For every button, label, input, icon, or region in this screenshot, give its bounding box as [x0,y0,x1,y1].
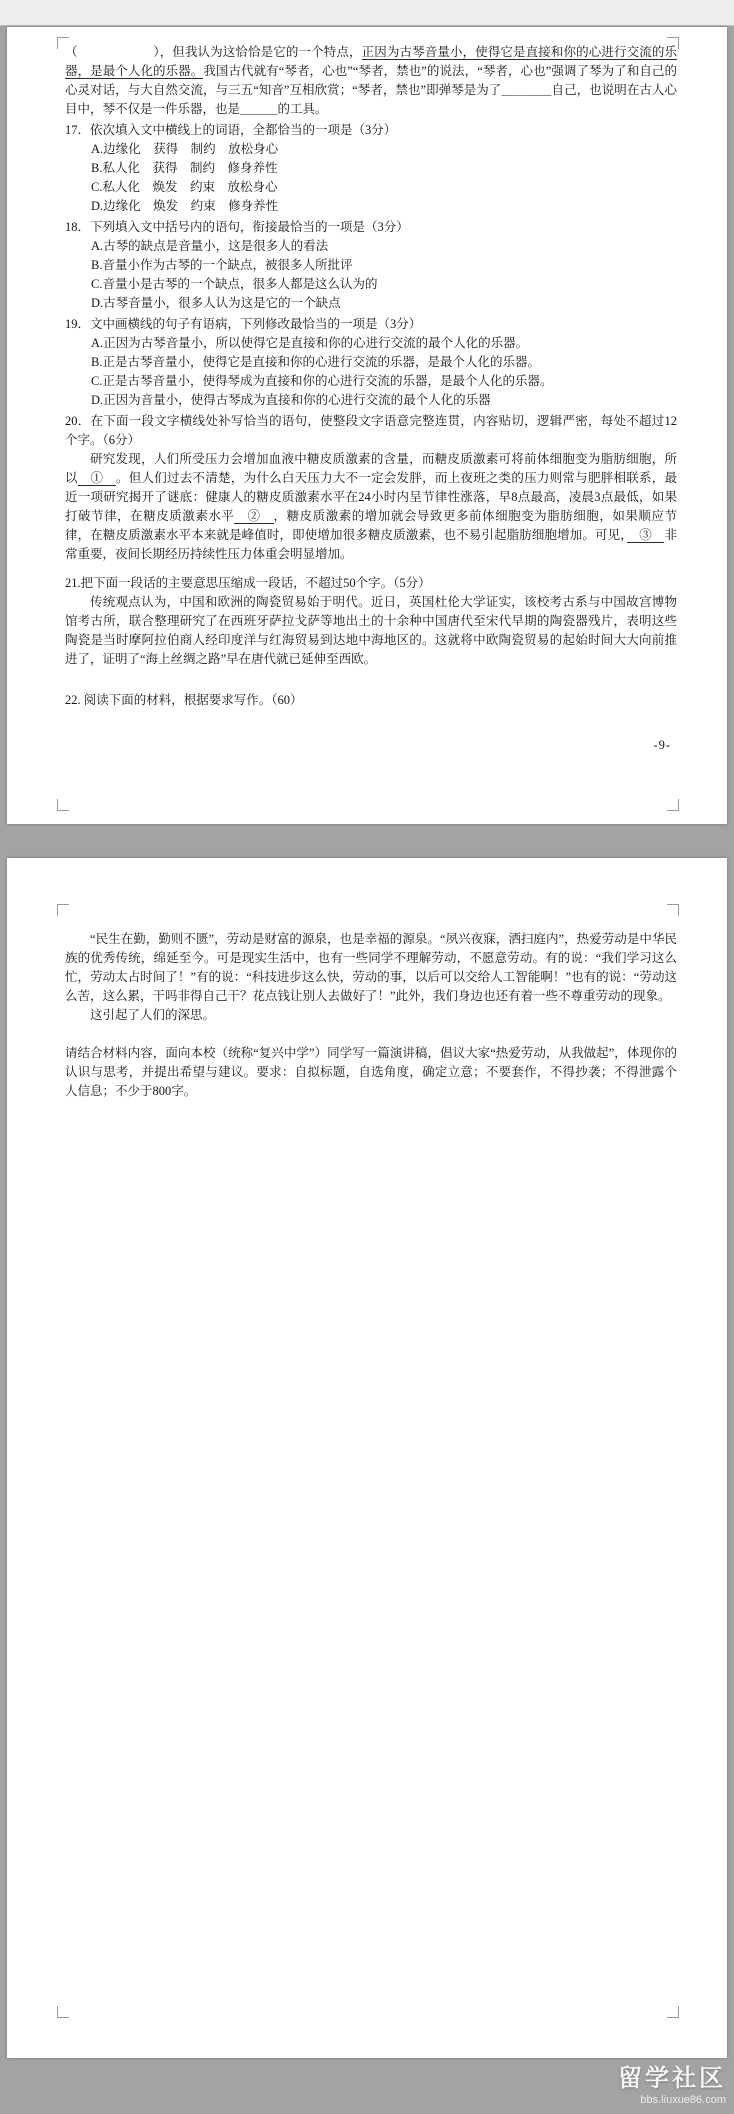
page-1-content [65,43,677,755]
q20-seg4: 非常重要，夜间长期经历持续性压力体重会明显增加。 [65,528,677,561]
intro-blank-1: ＿＿＿＿ [501,83,552,97]
question-18 [65,218,677,313]
question-19-option-b: B.正是古琴音量小，使得它是直接和你的心进行交流的乐器，是最个人化的乐器。 [91,355,540,369]
text-boundary-mark-bottom-left [57,799,69,811]
question-19-option-d: D.正因为音量小，使得古琴成为直接和你的心进行交流的最个人化的乐器 [91,393,491,407]
watermark-url: bbs.liuxue86.com [640,2094,726,2106]
question-19-option-a: A.正因为古琴音量小，所以使得它是直接和你的心进行交流的最个人化的乐器。 [91,336,529,350]
question-21 [65,574,677,669]
question-20 [65,412,677,564]
question-18-option-a: A.古琴的缺点是音量小，这是很多人的看法 [91,239,329,253]
question-18-option-b: B.音量小作为古琴的一个缺点，被很多人所批评 [91,258,353,272]
question-22-stem: 22. 阅读下面的材料，根据要求写作。（60） [65,693,303,707]
text-boundary-mark-bottom-right [667,799,679,811]
page-top-edge [0,0,734,26]
question-20-stem: 20．在下面一段文字横线处补写恰当的语句，使整段文字语意完整连贯，内容贴切，逻辑严密，每处不超过12个字。（6分） [65,414,677,447]
intro-seg3: 自己，也说明在古人心目中，琴不仅是一件乐器，也是 [65,83,677,116]
page-2-content [65,930,677,1101]
question-18-option-d: D.古琴音量小，很多人认为这是它的一个缺点 [91,296,341,310]
question-17-option-d: D.边缘化 焕发 约束 修身养性 [91,199,279,213]
essay-material-paragraph-1: “民生在勤，勤则不匮”，劳动是财富的源泉，也是幸福的源泉。“夙兴夜寐，洒扫庭内”，热爱劳动是中华民族的优秀传统，绵延至今。可是现实生活中，也有一些同学不理解劳动，不愿意劳动。有的说：“我们学习这么忙，劳动太占时间了！”有的说：“科技进步这么快，劳动的事，以后可以交给人工智能啊！”也有的说：“劳动这么苦，这么累，干吗非得自己干？花点钱让别人去做好了！”此外，我们身边也还有着一些不尊重劳动的现象。 [65,932,677,1003]
question-18-stem: 18．下列填入文中括号内的语句，衔接最恰当的一项是（3分） [65,220,409,234]
q20-blank-3: ③ [626,528,665,542]
intro-seg2: 我国古代就有“琴者，心也”“琴者，禁也”的说法，“琴者，心也”强调了琴为了和自己的心灵对话，与大自然交流，与三五“知音”互相欣赏；“琴者，禁也”即弹琴是为了 [65,64,677,97]
q20-blank-1: ① [77,471,117,485]
question-17-option-b: B.私人化 获得 制约 修身养性 [91,161,278,175]
text-boundary-mark-bottom-left [57,2006,69,2018]
intro-blank-2: ＿＿＿ [240,102,278,116]
question-18-option-c: C.音量小是古琴的一个缺点，很多人都是这么认为的 [91,277,378,291]
question-19-stem: 19．文中画横线的句子有语病，下列修改最恰当的一项是（3分） [65,317,422,331]
question-17 [65,121,677,216]
q20-seg2: 。但人们过去不清楚，为什么白天压力大不一定会发胖，而上夜班之类的压力则常与肥胖相联系，最近一项研究揭开了谜底：健康人的糖皮质激素水平在24小时内呈节律性涨落，早8点最高，凌晨3点最低，如果打破节律，在糖皮质激素水平 [65,471,677,523]
question-19-option-c: C.正是古琴音量小，使得琴成为直接和你的心进行交流的乐器，是最个人化的乐器。 [91,374,553,388]
text-boundary-mark-top-right [667,904,679,916]
question-21-passage: 传统观点认为，中国和欧洲的陶瓷贸易始于明代。近日，英国杜伦大学证实，该校考古系与中国故宫博物馆考古所，联合整理研究了在西班牙萨拉戈萨等地出土的十余种中国唐代至宋代早期的陶瓷器残片，表明这些陶瓷是当时摩阿拉伯商人经印度洋与红海贸易到达地中海地区的。这就将中欧陶瓷贸易的起始时间大大向前推进了，证明了“海上丝绸之路”早在唐代就已延伸至西欧。 [65,595,677,666]
essay-requirements-paragraph: 请结合材料内容，面向本校（统称“复兴中学”）同学写一篇演讲稿，倡议大家“热爱劳动，从我做起”，体现你的认识与思考，并提出希望与建议。要求：自拟标题，自选角度，确定立意；不要套作，不得抄袭；不得泄露个人信息；不少于800字。 [65,1046,677,1098]
question-17-option-c: C.私人化 焕发 约束 放松身心 [91,180,278,194]
intro-seg4: 的工具。 [277,102,328,116]
question-17-stem: 17．依次填入文中横线上的词语，全都恰当的一项是（3分） [65,123,397,137]
q20-seg1: 研究发现，人们所受压力会增加血液中糖皮质激素的含量，而糖皮质激素可将前体细胞变为脂肪细胞，所以 [65,452,677,485]
question-19 [65,315,677,410]
question-21-stem: 21.把下面一段话的主要意思压缩成一段话，不超过50个字。（5分） [65,576,431,590]
intro-underlined-sentence: 正因为古琴音量小，使得它是直接和你的心进行交流的乐器，是最个人化的乐器。 [65,45,677,78]
watermark-logo-text: 留学社区 [618,2065,726,2092]
exam-page-1 [7,27,727,824]
question-17-option-a: A.边缘化 获得 制约 放松身心 [91,142,279,156]
page-number: -9- [653,738,671,752]
question-20-passage [65,450,677,564]
essay-material-paragraph-2: 这引起了人们的深思。 [90,1008,216,1022]
exam-page-2 [7,858,727,2058]
intro-seg1: （ ），但我认为这恰恰是它的一个特点， [65,45,362,59]
text-boundary-mark-bottom-right [667,2006,679,2018]
q20-seg3: ，糖皮质激素的增加就会导致更多前体细胞变为脂肪细胞，如果顺应节律，在糖皮质激素水平本来就是峰值时，即使增加很多糖皮质激素，也不易引起脂肪细胞增加。可见， [65,509,677,542]
q20-blank-2: ② [234,509,274,523]
site-watermark [618,2058,726,2106]
intro-paragraph [65,43,677,119]
text-boundary-mark-top-left [57,904,69,916]
